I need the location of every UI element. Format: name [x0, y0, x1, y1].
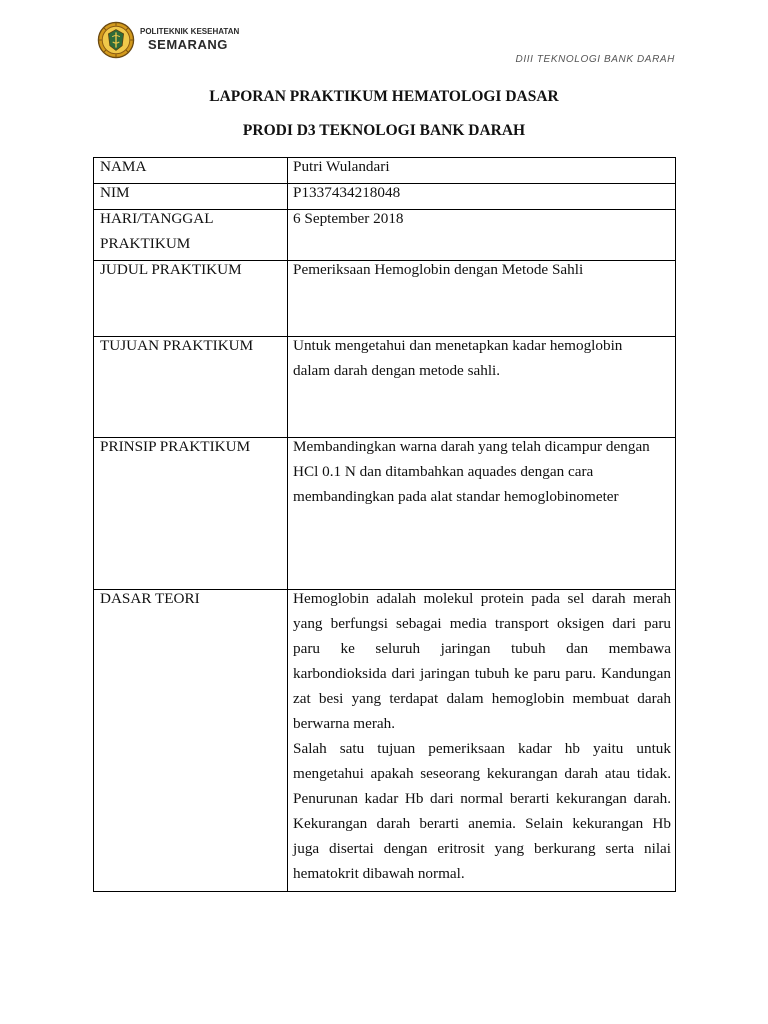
- label-tujuan: [94, 337, 288, 437]
- dasar-teori-paragraph: [293, 590, 671, 740]
- label-nama: [94, 158, 288, 183]
- value-nim: [288, 184, 675, 209]
- row-judul: [94, 261, 675, 337]
- label-judul: [94, 261, 288, 336]
- label-prinsip: [94, 438, 288, 589]
- dasar-teori-line: zat besi yang terdapat dalam hemoglobin membuat darah: [293, 690, 671, 707]
- value-line: Pemeriksaan Hemoglobin dengan Metode Sahli: [293, 261, 584, 278]
- dasar-teori-line: mengetahui apakah seseorang kekurangan darah atau tidak.: [293, 765, 671, 782]
- label-line: TUJUAN PRAKTIKUM: [100, 337, 254, 354]
- report-title: LAPORAN PRAKTIKUM HEMATOLOGI DASAR: [209, 88, 559, 105]
- value-tujuan: [288, 337, 675, 437]
- row-dasar-teori: [94, 590, 675, 891]
- report-table: [93, 157, 676, 892]
- value-prinsip: [288, 438, 675, 589]
- value-judul: [288, 261, 675, 336]
- row-tujuan: [94, 337, 675, 438]
- label-line: PRINSIP PRAKTIKUM: [100, 438, 251, 455]
- value-hari-tanggal: [288, 210, 675, 260]
- label-line: DASAR TEORI: [100, 590, 200, 607]
- dasar-teori-line: karbondioksida dari jaringan tubuh ke paru paru. Kandungan: [293, 665, 671, 682]
- institution-city: SEMARANG: [148, 37, 228, 52]
- value-line: Untuk mengetahui dan menetapkan kadar hemoglobin: [293, 337, 623, 354]
- institution-name: POLITEKNIK KESEHATAN: [140, 27, 240, 36]
- value-line: Membandingkan warna darah yang telah dicampur dengan: [293, 438, 650, 455]
- row-hari-tanggal: [94, 210, 675, 261]
- value-line: membandingkan pada alat standar hemoglobinometer: [293, 488, 619, 505]
- poltekkes-logo-icon: [97, 21, 135, 59]
- label-line: PRAKTIKUM: [100, 235, 191, 252]
- label-line: HARI/TANGGAL: [100, 210, 214, 227]
- dasar-teori-line: berwarna merah.: [293, 715, 396, 732]
- label-hari-tanggal: [94, 210, 288, 260]
- value-dasar-teori: [288, 590, 675, 891]
- dasar-teori-line: Penurunan kadar Hb dari normal berarti kekurangan darah.: [293, 790, 671, 807]
- value-line: HCl 0.1 N dan ditambahkan aquades dengan cara: [293, 463, 594, 480]
- program-header-tag: DIII TEKNOLOGI BANK DARAH: [515, 54, 675, 65]
- dasar-teori-line: Salah satu tujuan pemeriksaan kadar hb yaitu untuk: [293, 740, 671, 757]
- dasar-teori-line: Kekurangan darah berarti anemia. Selain kekurangan Hb: [293, 815, 671, 832]
- label-line: JUDUL PRAKTIKUM: [100, 261, 242, 278]
- dasar-teori-line: Hemoglobin adalah molekul protein pada sel darah merah: [293, 590, 671, 607]
- label-dasar-teori: [94, 590, 288, 891]
- dasar-teori-paragraph: [293, 740, 671, 890]
- label-line: NAMA: [100, 158, 147, 175]
- dasar-teori-line: paru ke seluruh jaringan tubuh dan membawa: [293, 640, 671, 657]
- label-nim: [94, 184, 288, 209]
- value-line: dalam darah dengan metode sahli.: [293, 362, 501, 379]
- dasar-teori-line: hematokrit dibawah normal.: [293, 865, 465, 882]
- report-subtitle: PRODI D3 TEKNOLOGI BANK DARAH: [242, 122, 526, 139]
- value-line: Putri Wulandari: [293, 158, 390, 175]
- row-nama: [94, 158, 675, 184]
- row-prinsip: [94, 438, 675, 590]
- value-nama: [288, 158, 675, 183]
- row-nim: [94, 184, 675, 210]
- value-line: P1337434218048: [293, 184, 401, 201]
- dasar-teori-line: yang berfungsi sebagai media transport oksigen dari paru: [293, 615, 671, 632]
- value-line: 6 September 2018: [293, 210, 404, 227]
- dasar-teori-line: juga disertai dengan eritrosit yang berkurang serta nilai: [293, 840, 671, 857]
- label-line: NIM: [100, 184, 130, 201]
